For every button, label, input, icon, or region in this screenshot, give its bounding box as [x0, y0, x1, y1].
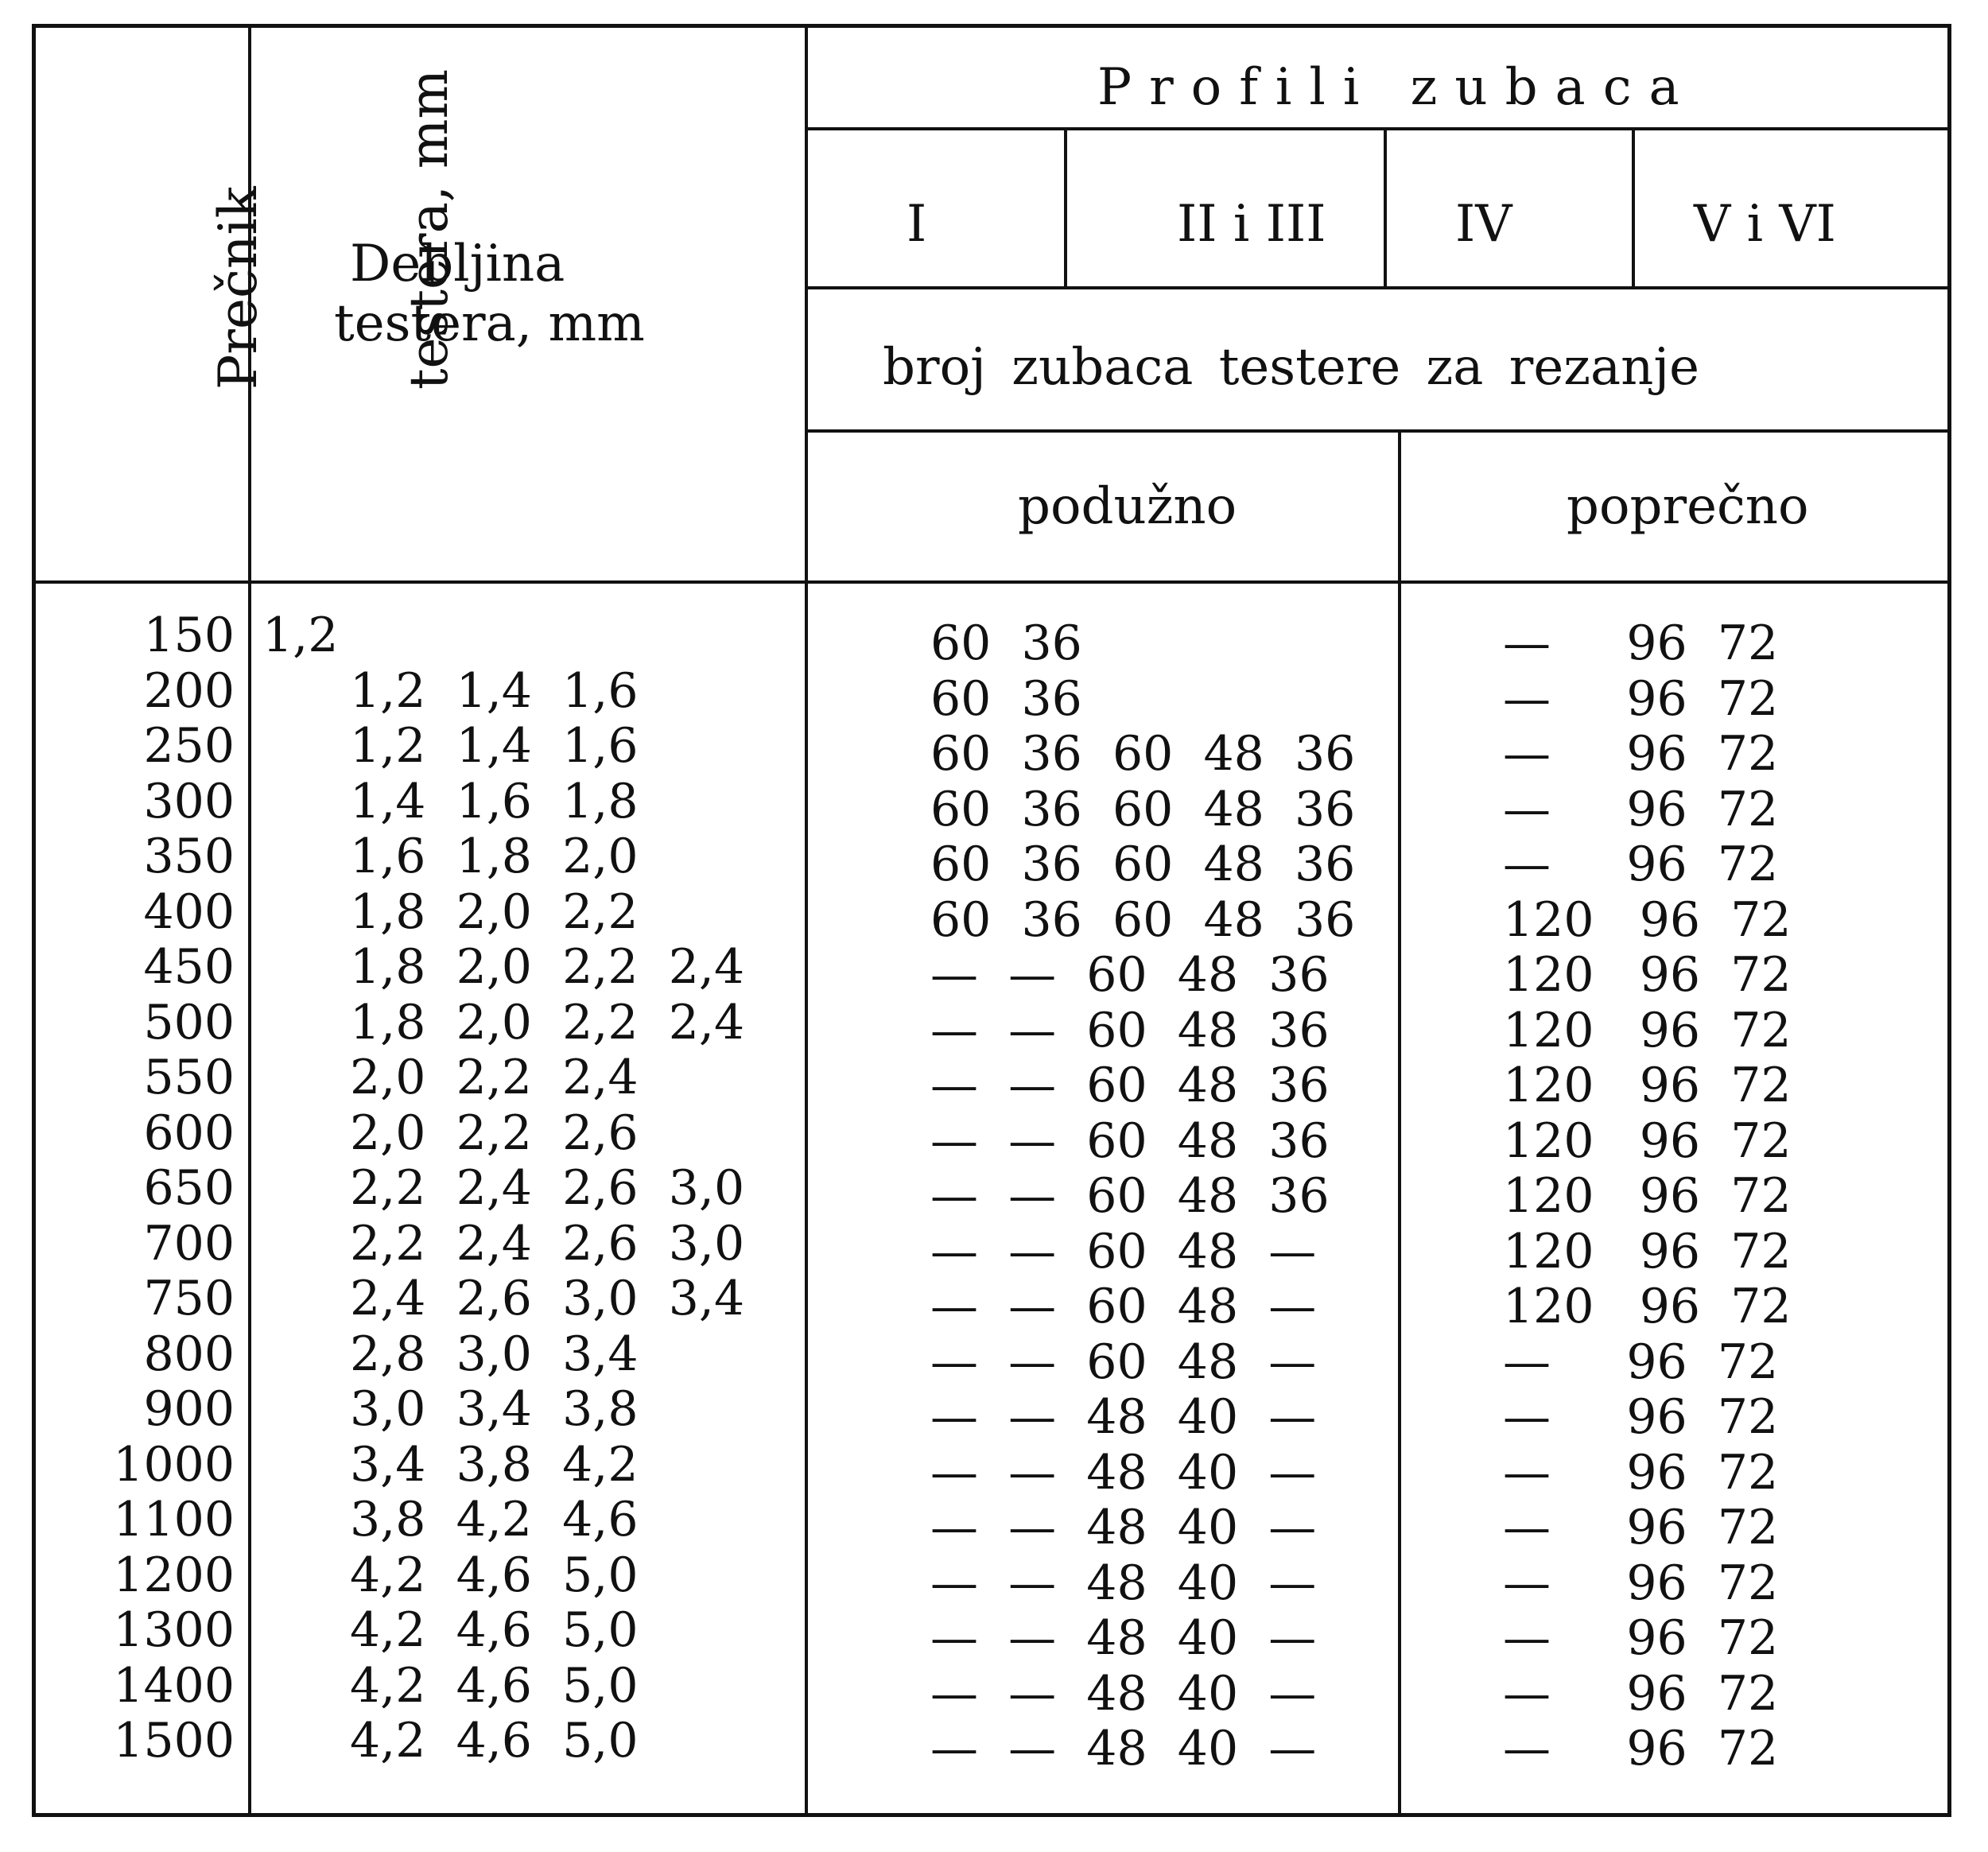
diameter-cell: 350 — [143, 829, 235, 884]
profile-sep-3 — [1632, 127, 1635, 286]
longitudinal-teeth-cell: — — 48 40 — — [930, 1444, 1317, 1501]
longitudinal-teeth-cell: — — 48 40 — — [930, 1665, 1317, 1722]
teeth-count-subtitle: broj zubaca testere za rezanje — [883, 338, 1700, 397]
transverse-teeth-cell: — 96 72 — [1503, 781, 1779, 837]
transverse-teeth-cell: 120 96 72 — [1503, 947, 1792, 1003]
longitudinal-column — [930, 616, 1392, 1777]
cut-type-longitudinal: podužno — [1018, 477, 1237, 536]
thickness-cell: 1,4 1,6 1,8 — [350, 773, 639, 829]
longitudinal-teeth-cell: — — 60 48 36 — [930, 1168, 1330, 1224]
diameter-cell: 800 — [143, 1326, 235, 1382]
longitudinal-teeth-cell: — — 60 48 36 — [930, 1112, 1330, 1169]
transverse-teeth-cell: — 96 72 — [1503, 1721, 1779, 1776]
transverse-teeth-cell: — 96 72 — [1503, 1334, 1779, 1390]
thickness-cell: 1,2 1,4 1,6 — [350, 718, 639, 774]
longitudinal-teeth-cell: — — 48 40 — — [930, 1721, 1317, 1776]
transverse-teeth-cell: — 96 72 — [1503, 1610, 1779, 1666]
transverse-teeth-cell: 120 96 72 — [1503, 891, 1792, 948]
thickness-cell: 1,8 2,0 2,2 2,4 — [350, 939, 745, 995]
profile-sep-1 — [1064, 127, 1067, 286]
diameter-cell: 1000 — [113, 1436, 235, 1493]
frame-left — [32, 24, 36, 1817]
diameter-cell: 900 — [143, 1381, 235, 1437]
thickness-cell: 1,2 1,4 1,6 — [350, 662, 639, 719]
header-bottom-line — [32, 580, 1951, 584]
longitudinal-teeth-cell: — — 60 48 36 — [930, 947, 1330, 1003]
transverse-teeth-cell: 120 96 72 — [1503, 1002, 1792, 1058]
thickness-cell: 3,8 4,2 4,6 — [350, 1492, 639, 1547]
thickness-cell: 1,2 — [262, 608, 339, 663]
thickness-cell: 2,4 2,6 3,0 3,4 — [350, 1271, 745, 1326]
col-sep-2 — [805, 24, 808, 1813]
diameter-cell: 550 — [143, 1050, 235, 1105]
diameter-header-line2: testera, mm — [398, 68, 460, 390]
longitudinal-teeth-cell: 60 36 — [930, 670, 1082, 727]
transverse-teeth-cell: — 96 72 — [1503, 615, 1779, 671]
thickness-header-line1: Debljina — [350, 235, 565, 293]
thickness-cell: 4,2 4,6 5,0 — [350, 1657, 639, 1714]
diameter-cell: 750 — [143, 1271, 235, 1326]
longitudinal-teeth-cell: 60 36 60 48 36 — [930, 781, 1356, 837]
transverse-teeth-cell: 120 96 72 — [1503, 1279, 1792, 1334]
diameter-cell: 700 — [143, 1215, 235, 1272]
thickness-cell: 1,6 1,8 2,0 — [350, 829, 639, 884]
group-title-line — [805, 127, 1951, 130]
diameter-cell: 1200 — [113, 1547, 235, 1603]
longitudinal-teeth-cell: — — 60 48 — — [930, 1334, 1317, 1390]
thickness-column — [262, 608, 787, 1769]
thickness-cell: 2,0 2,2 2,4 — [350, 1050, 639, 1105]
diameter-cell: 200 — [143, 662, 235, 719]
thickness-cell: 2,2 2,4 2,6 3,0 — [350, 1215, 745, 1272]
subtitle-line — [805, 429, 1951, 433]
thickness-header-line2: testera, mm — [334, 294, 645, 353]
diameter-cell: 400 — [143, 883, 235, 940]
longitudinal-teeth-cell: — — 60 48 36 — [930, 1058, 1330, 1113]
diameter-cell: 150 — [143, 608, 235, 663]
diameter-cell: 1400 — [113, 1657, 235, 1714]
longitudinal-teeth-cell: 60 36 60 48 36 — [930, 891, 1356, 948]
thickness-cell: 4,2 4,6 5,0 — [350, 1547, 639, 1603]
diameter-cell: 450 — [143, 939, 235, 995]
transverse-teeth-cell: — 96 72 — [1503, 726, 1779, 782]
thickness-cell: 4,2 4,6 5,0 — [350, 1602, 639, 1658]
diameter-cell: 650 — [143, 1160, 235, 1216]
profile-label-2: II i III — [1177, 195, 1326, 254]
frame-bottom — [32, 1813, 1951, 1817]
thickness-cell: 2,8 3,0 3,4 — [350, 1326, 639, 1382]
profile-label-4: V i VI — [1694, 195, 1836, 254]
transverse-teeth-cell: 120 96 72 — [1503, 1112, 1792, 1169]
profile-label-3: IV — [1455, 195, 1512, 254]
thickness-cell: 1,8 2,0 2,2 2,4 — [350, 994, 745, 1050]
longitudinal-teeth-cell: — — 48 40 — — [930, 1610, 1317, 1666]
longitudinal-teeth-cell: 60 36 60 48 36 — [930, 837, 1356, 892]
thickness-cell: 4,2 4,6 5,0 — [350, 1713, 639, 1769]
longitudinal-teeth-cell: 60 36 60 48 36 — [930, 726, 1356, 782]
longitudinal-teeth-cell: — — 48 40 — — [930, 1389, 1317, 1445]
transverse-teeth-cell: — 96 72 — [1503, 1389, 1779, 1445]
transverse-teeth-cell: 120 96 72 — [1503, 1058, 1792, 1113]
longitudinal-teeth-cell: — — 48 40 — — [930, 1555, 1317, 1611]
transverse-column — [1503, 616, 1932, 1777]
longitudinal-teeth-cell: — — 60 48 — — [930, 1223, 1317, 1279]
transverse-teeth-cell: — 96 72 — [1503, 1555, 1779, 1611]
thickness-cell: 2,2 2,4 2,6 3,0 — [350, 1160, 745, 1216]
transverse-teeth-cell: — 96 72 — [1503, 837, 1779, 892]
longitudinal-teeth-cell: — — 60 48 — — [930, 1279, 1317, 1334]
longitudinal-teeth-cell: — — 48 40 — — [930, 1500, 1317, 1555]
transverse-teeth-cell: 120 96 72 — [1503, 1168, 1792, 1224]
transverse-teeth-cell: 120 96 72 — [1503, 1223, 1792, 1279]
frame-right — [1947, 24, 1951, 1817]
thickness-cell: 3,4 3,8 4,2 — [350, 1436, 639, 1493]
saw-teeth-table — [32, 24, 1951, 1817]
cut-type-transverse: poprečno — [1567, 477, 1809, 536]
diameter-cell: 1100 — [113, 1492, 235, 1547]
col-sep-pod-pop — [1398, 429, 1401, 1817]
thickness-cell: 2,0 2,2 2,6 — [350, 1105, 639, 1161]
transverse-teeth-cell: — 96 72 — [1503, 1665, 1779, 1722]
longitudinal-teeth-cell: — — 60 48 36 — [930, 1002, 1330, 1058]
profile-label-1: I — [907, 195, 927, 254]
transverse-teeth-cell: — 96 72 — [1503, 1444, 1779, 1501]
longitudinal-teeth-cell: 60 36 — [930, 615, 1082, 671]
profiles-line — [805, 286, 1951, 289]
diameter-header-line1: Prečnik — [208, 186, 269, 390]
diameter-column — [48, 608, 235, 1769]
diameter-cell: 1300 — [113, 1602, 235, 1658]
diameter-cell: 600 — [143, 1105, 235, 1161]
frame-top — [32, 24, 1951, 28]
diameter-cell: 250 — [143, 718, 235, 774]
diameter-cell: 300 — [143, 773, 235, 829]
diameter-cell: 500 — [143, 994, 235, 1050]
thickness-cell: 3,0 3,4 3,8 — [350, 1381, 639, 1437]
profiles-group-title: Profili zubaca — [1097, 58, 1697, 117]
thickness-cell: 1,8 2,0 2,2 — [350, 883, 639, 940]
transverse-teeth-cell: — 96 72 — [1503, 670, 1779, 727]
transverse-teeth-cell: — 96 72 — [1503, 1500, 1779, 1555]
profile-sep-2 — [1384, 127, 1387, 286]
diameter-cell: 1500 — [113, 1713, 235, 1769]
